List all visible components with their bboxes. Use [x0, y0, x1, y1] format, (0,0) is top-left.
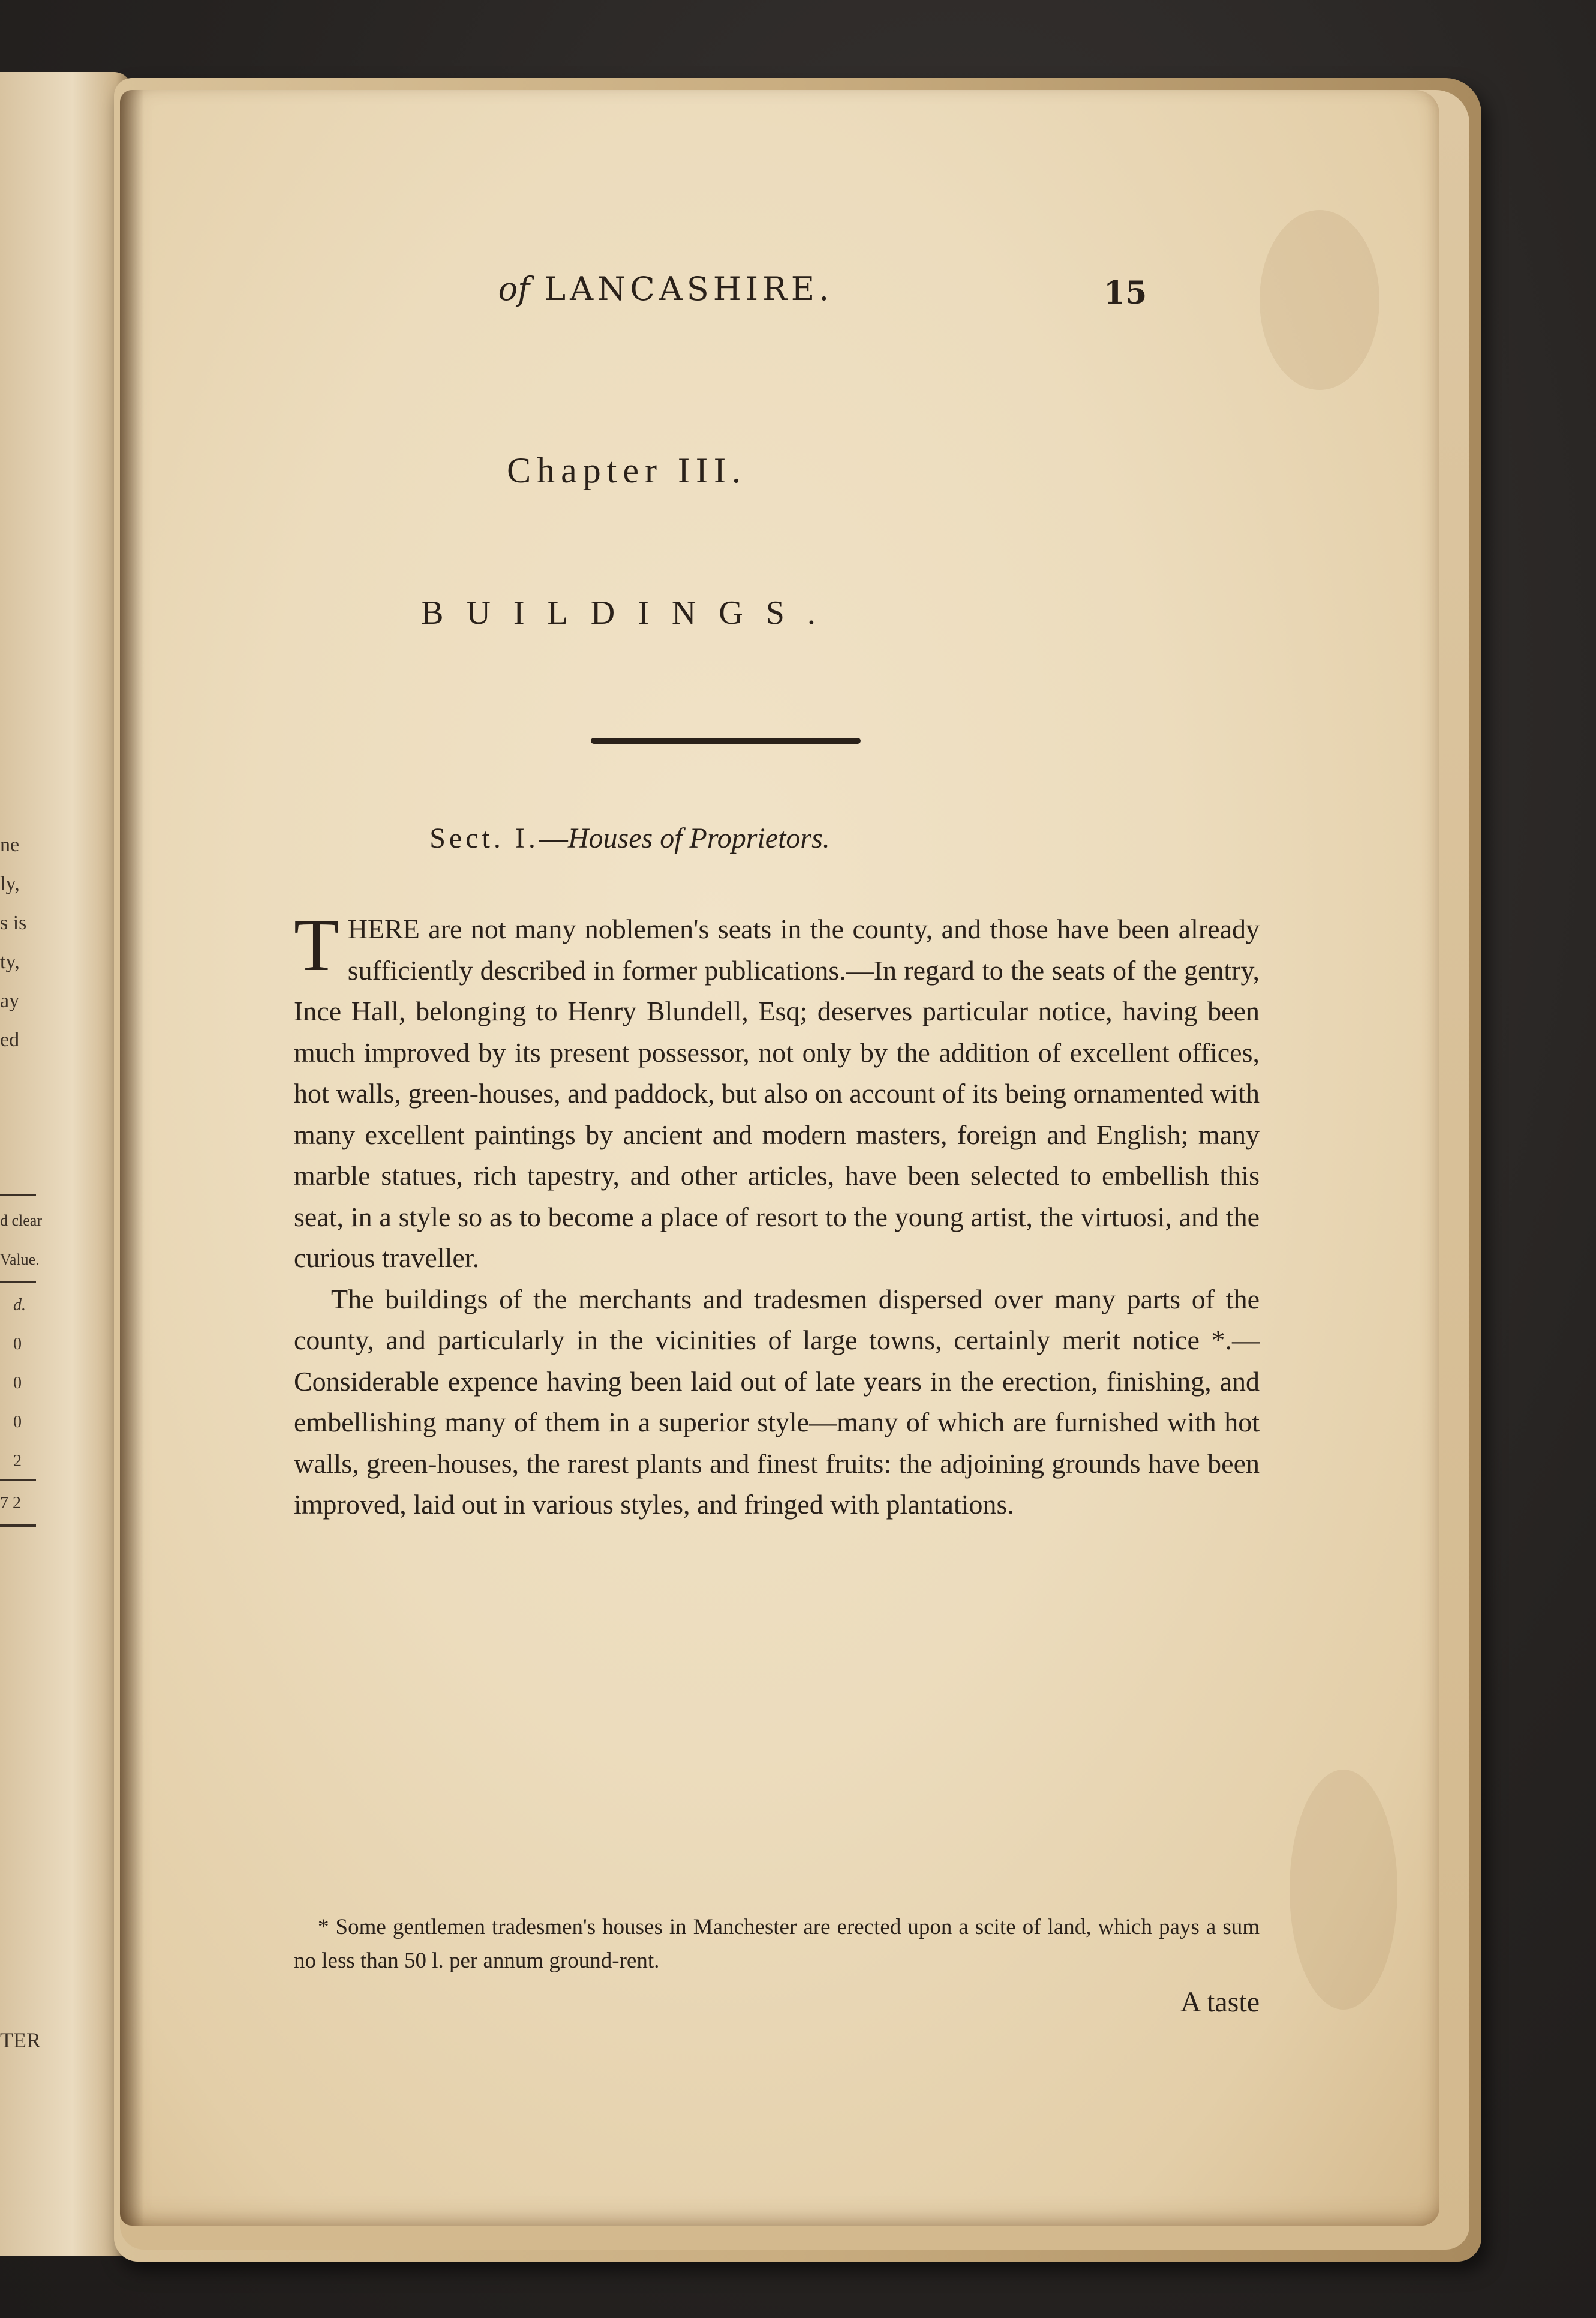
left-page-rule [0, 1281, 36, 1283]
left-page-fragment: d. [13, 1296, 26, 1314]
footnote: * Some gentlemen tradesmen's houses in Manchester are erected upon a scite of land, which pays a sum no less than 50 l. per annum ground-rent. [294, 1915, 1260, 1973]
catchword: A taste [1180, 1986, 1260, 2018]
running-head [120, 270, 1212, 308]
body-text [294, 904, 1260, 1526]
section-main-heading: BUILDINGS. [421, 594, 838, 632]
left-page-rule [0, 1194, 36, 1196]
left-page-fragment: 0 [13, 1374, 22, 1392]
divider-rule [591, 738, 861, 744]
section-heading [120, 822, 1140, 855]
left-page-fragment: d clear [0, 1212, 43, 1229]
page-gutter-shadow [120, 90, 144, 2226]
left-page-fragment: 2 [13, 1452, 22, 1470]
section-dash: — [539, 822, 568, 854]
left-page-fragment: s is [0, 912, 27, 934]
paragraph-1 [294, 904, 1260, 1279]
chapter-heading: Chapter III. [507, 451, 747, 490]
left-page-edge [0, 72, 132, 2256]
page-stain [1260, 210, 1379, 390]
left-page-fragment: ed [0, 1029, 20, 1051]
left-page-fragment: TER [0, 2028, 41, 2052]
left-page-fragment: ne [0, 834, 20, 856]
drop-cap: T [294, 904, 339, 986]
page-number: 15 [1104, 275, 1147, 311]
left-page-fragment: ly, [0, 873, 20, 895]
left-page-fragment: 0 [13, 1335, 22, 1353]
left-page-rule [0, 1524, 36, 1527]
page-stain [1290, 1770, 1397, 2010]
paragraph-1-text: HERE are not many noblemen's seats in the county, and those have been already sufficiently described in former publications.—In regard to the seats of the gentry, Ince Hall, belonging to Henry Blundell, Esq; deserves particular notice, having been much improved by its present possessor, not only by the addition of excellent offices, hot walls, green-houses, and paddock, but also on account of its being ornamented with many excellent paintings by ancient and modern masters, foreign and English; many marble statues, rich tapestry, and other articles, have been selected to embellish this seat, in a style so as to become a place of resort to the young artist, the virtuosi, and the curious traveller. [294, 914, 1260, 1273]
left-page-rule [0, 1479, 36, 1481]
running-head-of: of [498, 270, 530, 308]
paragraph-2: The buildings of the merchants and tradesmen dispersed over many parts of the county, and particularly in the vicinities of large towns, certainly merit notice *.—Considerable expence having been laid out of late years in the erection, finishing, and embellishing many of them in a superior style—many of which are furnished with hot walls, green-houses, the rarest plants and finest fruits: the adjoining grounds have been improved, laid out in various styles, and fringed with plantations. [294, 1283, 1260, 1520]
left-page-fragment: ty, [0, 951, 20, 973]
section-title: Houses of Proprietors. [567, 822, 830, 854]
left-page-fragment: 7 2 [0, 1494, 21, 1512]
left-page-fragment: ay [0, 990, 20, 1012]
book-page [120, 90, 1439, 2226]
left-page-fragment: Value. [0, 1251, 40, 1268]
left-page-fragment: 0 [13, 1413, 22, 1431]
section-label: Sect. I. [429, 822, 539, 854]
running-head-title: LANCASHIRE. [544, 270, 834, 308]
